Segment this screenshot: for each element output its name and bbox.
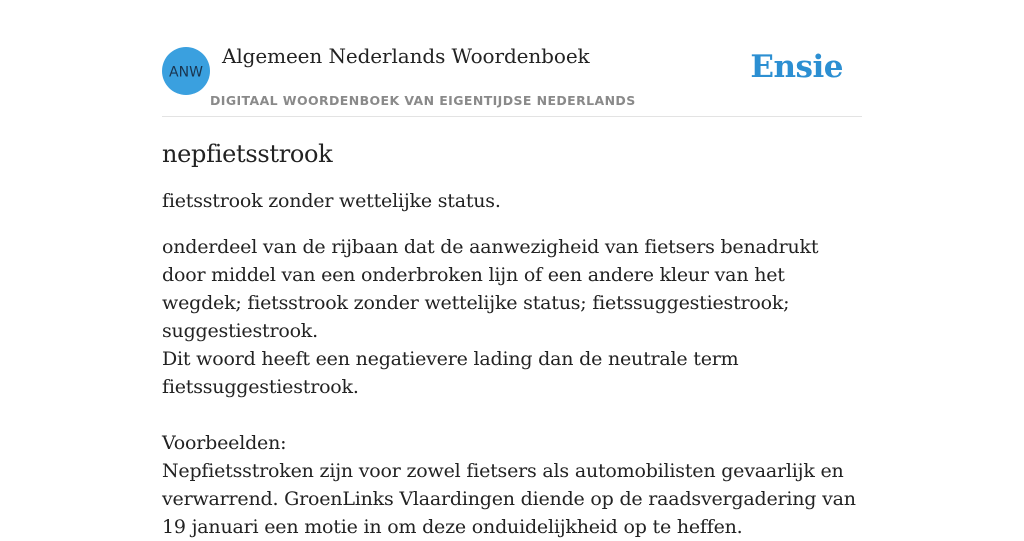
entry-content [162, 136, 862, 541]
site-header [162, 0, 862, 117]
site-subtitle: DIGITAAL WOORDENBOEK VAN EIGENTIJDSE NEDERLANDS [210, 93, 636, 108]
short-definition: fietsstrook zonder wettelijke status. [162, 190, 501, 212]
anw-logo[interactable] [162, 47, 210, 95]
svg-text:ANW: ANW [169, 64, 203, 81]
anw-logo-mark [162, 47, 210, 95]
headword: nepfietsstrook [162, 140, 333, 168]
usage-note: Dit woord heeft een negatievere lading dan de neutrale term fietssuggestiestrook. [162, 348, 739, 398]
definition-text: onderdeel van de rijbaan dat de aanwezigheid van fietsers benadrukt door middel van een onderbroken lijn of een andere kleur van het wegdek; fietsstrook zonder wettelijke status; fietssuggestiestrook; suggestiestrook. [162, 236, 819, 342]
examples-label: Voorbeelden: [162, 432, 287, 454]
site-title[interactable]: Algemeen Nederlands Woordenboek [222, 44, 590, 68]
example-text: Nepfietsstroken zijn voor zowel fietsers als automobilisten gevaarlijk en verwarrend. GroenLinks Vlaardingen diende op de raadsvergadering van 19 januari een motie in om deze onduidelijkheid op te heffen. [162, 460, 856, 538]
spacer [162, 401, 862, 429]
definition-block [162, 233, 862, 541]
ensie-brand-logo[interactable]: Ensie [750, 49, 843, 85]
